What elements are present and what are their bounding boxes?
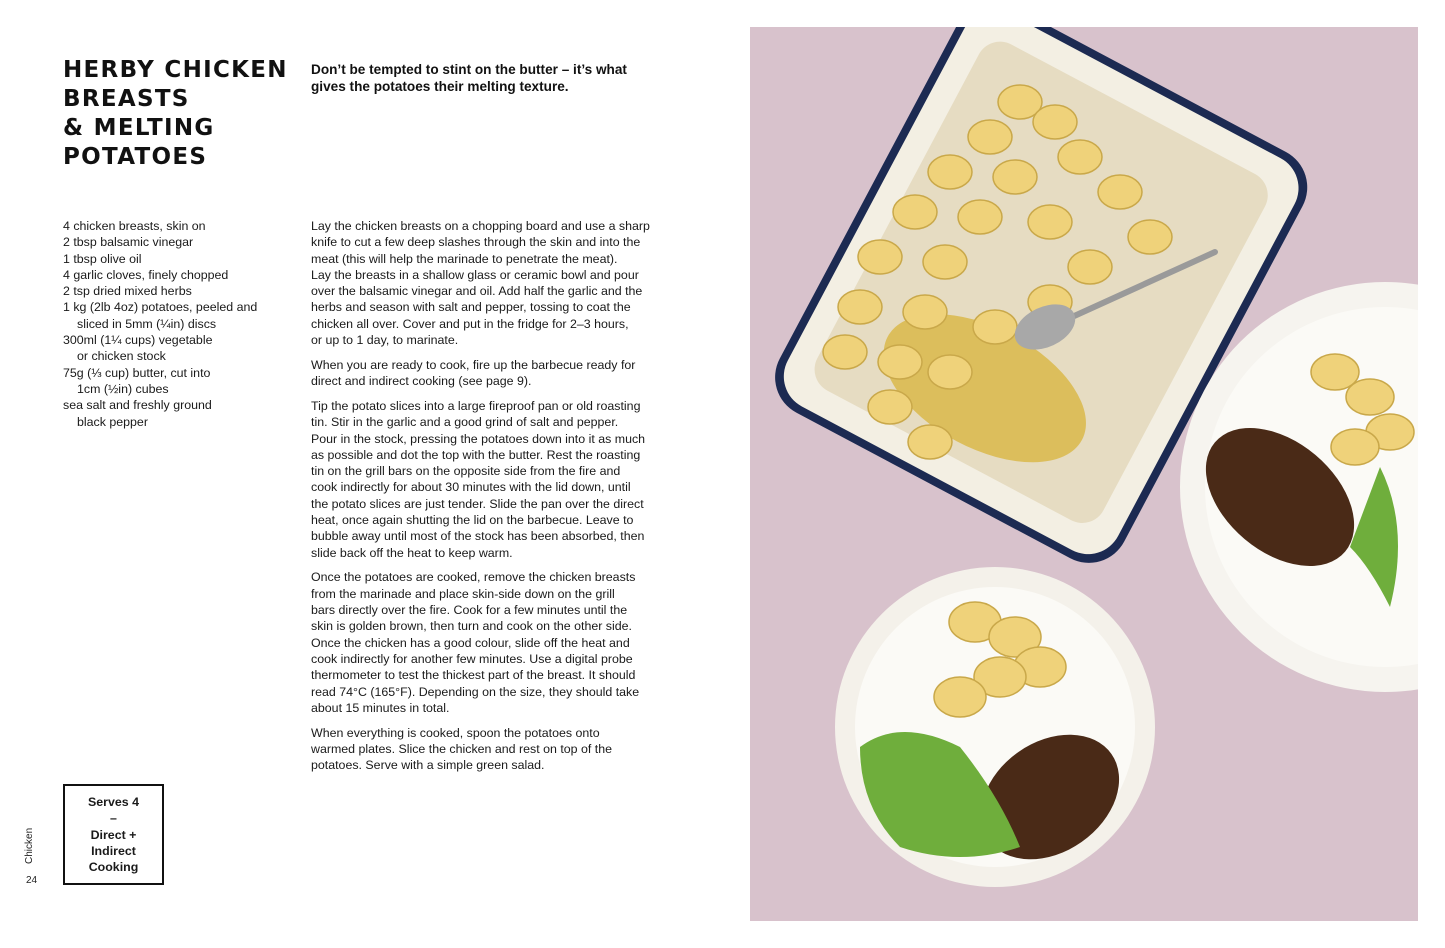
ingredient-item bbox=[63, 267, 293, 283]
ingredient-item bbox=[63, 283, 293, 299]
cooking-method-text: Direct + bbox=[90, 827, 137, 842]
ingredient-text: 1 kg (2lb 4oz) potatoes, peeled and bbox=[63, 300, 258, 315]
recipe-title bbox=[63, 56, 298, 172]
method-line: thermometer to test the thickest part of the breast. It should bbox=[311, 668, 636, 683]
method-paragraph bbox=[311, 357, 671, 390]
method-paragraph bbox=[311, 398, 671, 561]
method-line: tin on the grill bars on the opposite side from the fire and bbox=[311, 464, 621, 479]
serves-info-box bbox=[63, 784, 164, 885]
method-line: knife to cut a few deep slashes through the skin and into the bbox=[311, 235, 641, 250]
method-line: bars directly over the fire. Cook for a few minutes until the bbox=[311, 603, 628, 618]
ingredients-list bbox=[63, 218, 293, 430]
method-paragraph bbox=[311, 218, 671, 348]
ingredient-text: 300ml (1¼ cups) vegetable bbox=[63, 333, 213, 348]
recipe-title-line: HERBY CHICKEN bbox=[63, 57, 288, 83]
ingredient-text: 2 tsp dried mixed herbs bbox=[63, 284, 192, 299]
method-line: Once the potatoes are cooked, remove the chicken breasts bbox=[311, 570, 636, 585]
ingredient-item bbox=[63, 251, 293, 267]
ingredient-text: 4 garlic cloves, finely chopped bbox=[63, 267, 229, 282]
ingredient-text: 75g (⅓ cup) butter, cut into bbox=[63, 365, 211, 380]
cooking-method-text: Indirect bbox=[91, 843, 136, 858]
ingredient-text-continued: sliced in 5mm (¼in) discs bbox=[77, 316, 217, 331]
food-photo-illustration bbox=[750, 27, 1418, 921]
method-line: When you are ready to cook, fire up the barbecue ready for bbox=[311, 357, 636, 372]
recipe-title-line: POTATOES bbox=[63, 144, 208, 170]
section-label: Chicken bbox=[24, 827, 35, 864]
serves-text: Serves 4 bbox=[88, 795, 139, 809]
method-line: bubble away until most of the stock has been absorbed, then bbox=[311, 529, 645, 544]
method-line: the potato slices are just tender. Slide the pan over the direct bbox=[311, 496, 644, 511]
method-line: as possible and dot the top with the butter. Rest the roasting bbox=[311, 447, 641, 462]
method-line: potatoes. Serve with a simple green salad. bbox=[311, 758, 545, 773]
method-line: read 74°C (165°F). Depending on the size, they should take bbox=[311, 684, 640, 699]
method-line: from the marinade and place skin-side down on the grill bbox=[311, 586, 615, 601]
method-paragraph bbox=[311, 569, 671, 716]
method-line: herbs and season with salt and pepper, tossing to coat the bbox=[311, 300, 631, 315]
method-line: slide back off the heat to keep warm. bbox=[311, 545, 513, 560]
ingredient-item bbox=[63, 397, 293, 430]
cooking-method-text: Cooking bbox=[88, 860, 139, 875]
method-line: cook indirectly for another few minutes. Use a digital probe bbox=[311, 651, 633, 666]
method-line: Lay the breasts in a shallow glass or ceramic bowl and pour bbox=[311, 267, 639, 282]
ingredient-item bbox=[63, 299, 293, 332]
ingredient-text-continued: or chicken stock bbox=[77, 349, 166, 364]
ingredient-item bbox=[63, 234, 293, 250]
food-photo bbox=[750, 27, 1418, 921]
intro-line: gives the potatoes their melting texture. bbox=[311, 79, 569, 94]
recipe-intro bbox=[311, 61, 656, 95]
method-paragraph bbox=[311, 725, 671, 774]
method-line: meat (this will help the marinade to penetrate the meat). bbox=[311, 251, 618, 266]
ingredient-text: 4 chicken breasts, skin on bbox=[63, 219, 206, 233]
ingredient-item bbox=[63, 218, 293, 234]
method-line: about 15 minutes in total. bbox=[311, 700, 450, 715]
method-line: cook indirectly for about 30 minutes with the lid down, until bbox=[311, 480, 631, 495]
recipe-title-line: & MELTING bbox=[63, 115, 215, 141]
intro-line: Don’t be tempted to stint on the butter – it’s what bbox=[311, 62, 627, 77]
ingredient-text: 1 tbsp olive oil bbox=[63, 251, 142, 266]
method-line: over the balsamic vinegar and oil. Add half the garlic and the bbox=[311, 284, 643, 299]
method-line: or up to 1 day, to marinate. bbox=[311, 333, 459, 348]
method-line: skin is golden brown, then turn and cook on the other side. bbox=[311, 619, 632, 634]
ingredient-text: sea salt and freshly ground bbox=[63, 398, 212, 413]
plate-left bbox=[835, 567, 1155, 887]
method-line: Once the chicken has a good colour, slide off the heat and bbox=[311, 635, 630, 650]
ingredient-text-continued: black pepper bbox=[77, 414, 148, 429]
method-line: Tip the potato slices into a large fireproof pan or old roasting bbox=[311, 398, 641, 413]
method-line: heat, once again shutting the lid on the barbecue. Leave to bbox=[311, 513, 634, 528]
method-line: Pour in the stock, pressing the potatoes down into it as much bbox=[311, 431, 646, 446]
ingredient-item bbox=[63, 332, 293, 365]
info-dash: – bbox=[110, 811, 117, 826]
method-line: direct and indirect cooking (see page 9). bbox=[311, 374, 532, 389]
ingredient-item bbox=[63, 365, 293, 398]
recipe-title-line: BREASTS bbox=[63, 86, 190, 112]
method-line: Lay the chicken breasts on a chopping board and use a sharp bbox=[311, 219, 650, 233]
page-number: 24 bbox=[26, 875, 38, 886]
ingredient-text-continued: 1cm (½in) cubes bbox=[77, 381, 169, 396]
ingredient-text: 2 tbsp balsamic vinegar bbox=[63, 235, 194, 250]
method-line: When everything is cooked, spoon the potatoes onto bbox=[311, 725, 600, 740]
method-line: chicken all over. Cover and put in the fridge for 2–3 hours, bbox=[311, 316, 629, 331]
method-line: warmed plates. Slice the chicken and rest on top of the bbox=[311, 741, 612, 756]
method-text bbox=[311, 218, 671, 782]
method-line: tin. Stir in the garlic and a good grind of salt and pepper. bbox=[311, 415, 619, 430]
